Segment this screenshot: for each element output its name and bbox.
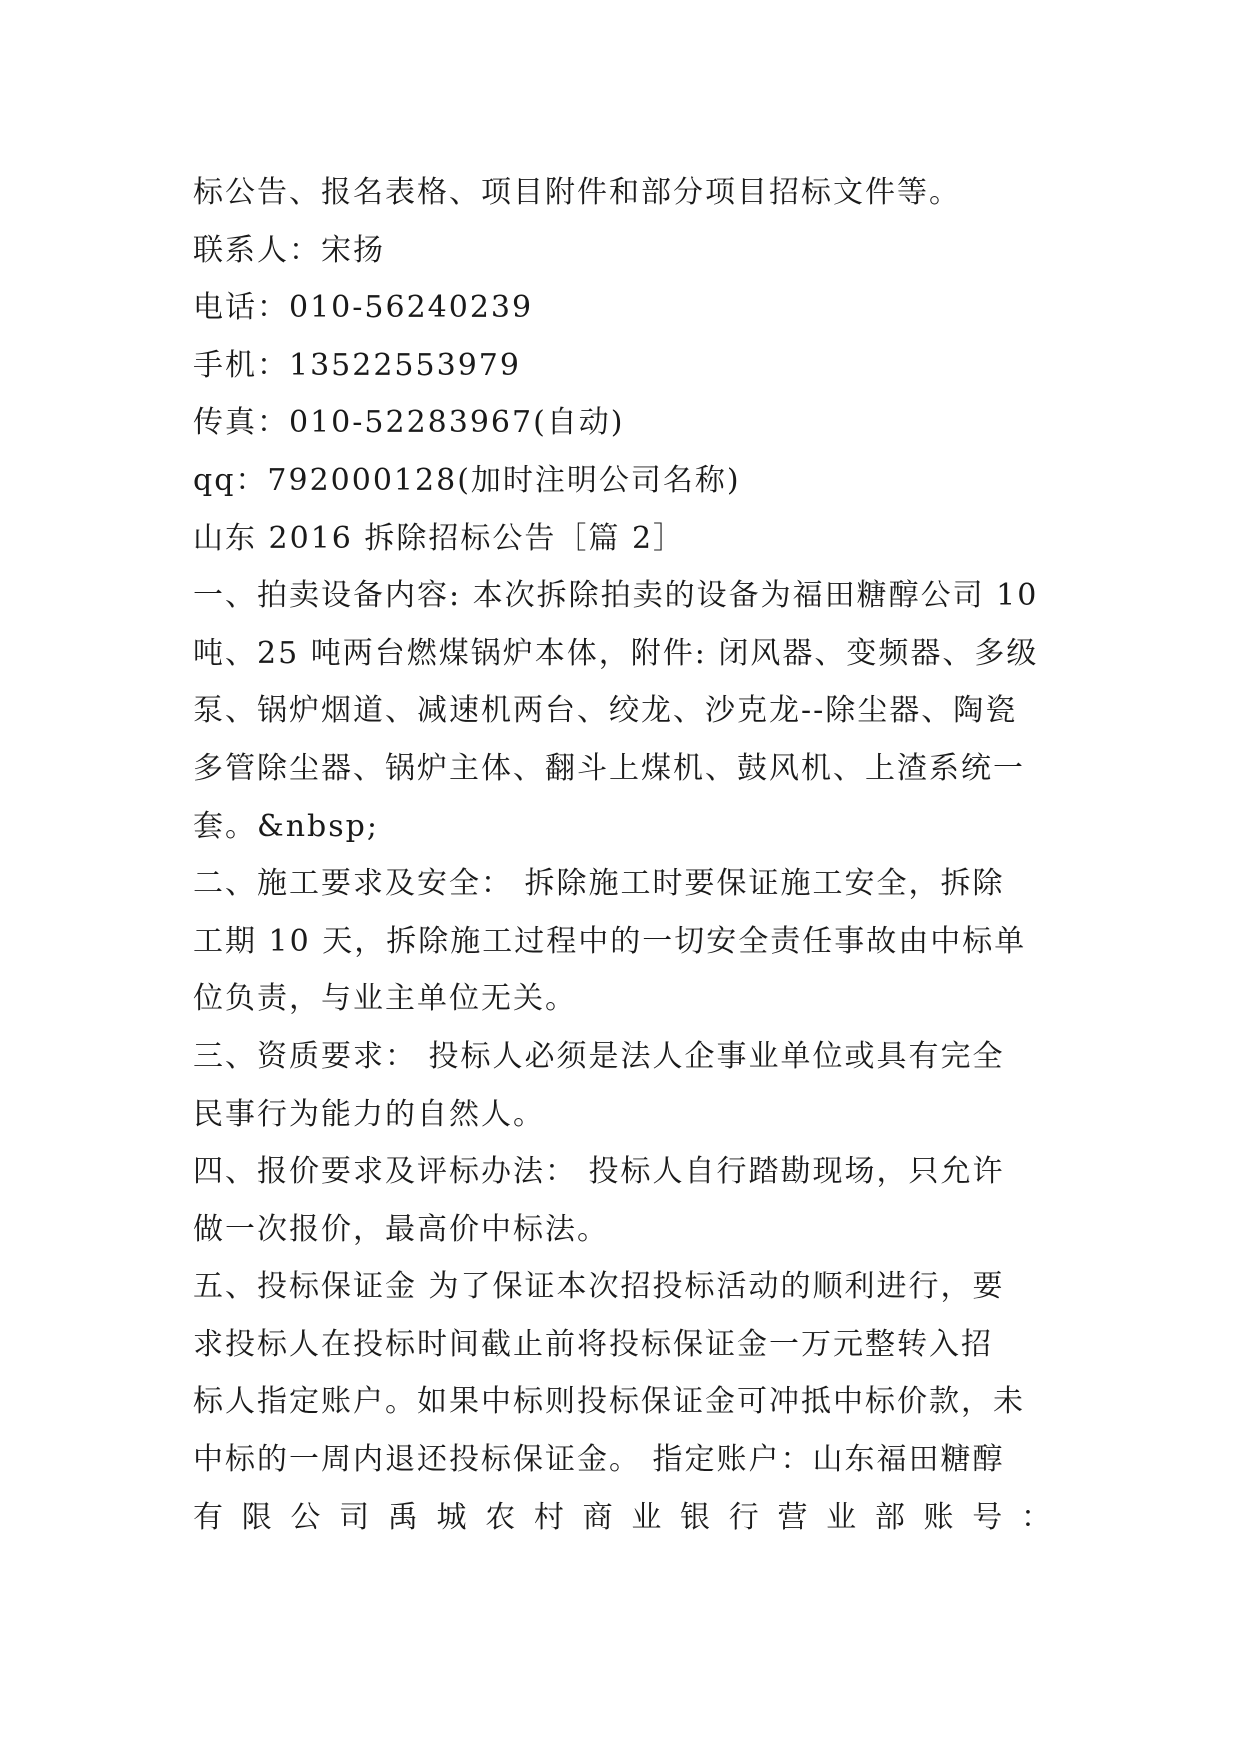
text-line: 中标的一周内退还投标保证金。 指定账户：山东福田糖醇 xyxy=(193,1442,1005,1478)
text-line: 标人指定账户。如果中标则投标保证金可冲抵中标价款，未 xyxy=(193,1384,1025,1420)
text-line: 求投标人在投标时间截止前将投标保证金一万元整转入招 xyxy=(193,1326,993,1362)
text-line: 吨、25 吨两台燃煤锅炉本体，附件: 闭风器、变频器、多级 xyxy=(193,635,1039,671)
text-line: 做一次报价，最高价中标法。 xyxy=(193,1211,609,1247)
char: 农 xyxy=(485,1499,518,1535)
char: 银 xyxy=(680,1499,713,1535)
text-line: 二、施工要求及安全： 拆除施工时要保证施工安全，拆除 xyxy=(193,866,1005,902)
char: 号 xyxy=(972,1499,1005,1535)
text-line: 一、拍卖设备内容: 本次拆除拍卖的设备为福田糖醇公司 10 xyxy=(193,578,1039,614)
char: 村 xyxy=(533,1499,566,1535)
char: 业 xyxy=(631,1499,664,1535)
char: 有 xyxy=(193,1499,225,1535)
text-line: 民事行为能力的自然人。 xyxy=(193,1096,545,1132)
char: 部 xyxy=(874,1499,907,1535)
text-line: 工期 10 天，拆除施工过程中的一切安全责任事故由中标单 xyxy=(193,923,1027,959)
char: 商 xyxy=(582,1499,615,1535)
contact-fax: 传真：010-52283967(自动) xyxy=(193,405,625,441)
text-line: 位负责，与业主单位无关。 xyxy=(193,981,577,1017)
char: 司 xyxy=(339,1499,372,1535)
char: 城 xyxy=(436,1499,469,1535)
contact-qq: qq：792000128(加时注明公司名称) xyxy=(193,462,741,498)
contact-phone: 电话：010-56240239 xyxy=(193,290,534,326)
spaced-last-line xyxy=(193,1489,1053,1547)
char: 营 xyxy=(777,1499,810,1535)
char: 禹 xyxy=(387,1499,420,1535)
contact-mobile: 手机：13522553979 xyxy=(193,347,521,383)
text-line: 标公告、报名表格、项目附件和部分项目招标文件等。 xyxy=(193,175,961,210)
text-line: 四、报价要求及评标办法： 投标人自行踏勘现场，只允许 xyxy=(193,1154,1005,1190)
text-line: 三、资质要求： 投标人必须是法人企事业单位或具有完全 xyxy=(193,1038,1005,1074)
text-line: 套。&nbsp; xyxy=(193,808,379,844)
char: 限 xyxy=(241,1499,274,1535)
text-line: 泵、锅炉烟道、减速机两台、绞龙、沙克龙--除尘器、陶瓷 xyxy=(193,693,1018,729)
contact-person: 联系人：宋扬 xyxy=(193,232,385,268)
char: 公 xyxy=(290,1499,323,1535)
char: 业 xyxy=(826,1499,859,1535)
char: ： xyxy=(1020,1499,1053,1535)
char: 行 xyxy=(728,1499,761,1535)
document-body xyxy=(193,164,1053,1546)
section-heading: 山东 2016 拆除招标公告［篇 2］ xyxy=(193,520,686,556)
char: 账 xyxy=(923,1499,956,1535)
text-line: 多管除尘器、锅炉主体、翻斗上煤机、鼓风机、上渣系统一 xyxy=(193,750,1025,786)
text-line: 五、投标保证金 为了保证本次招投标活动的顺利进行，要 xyxy=(193,1269,1005,1305)
